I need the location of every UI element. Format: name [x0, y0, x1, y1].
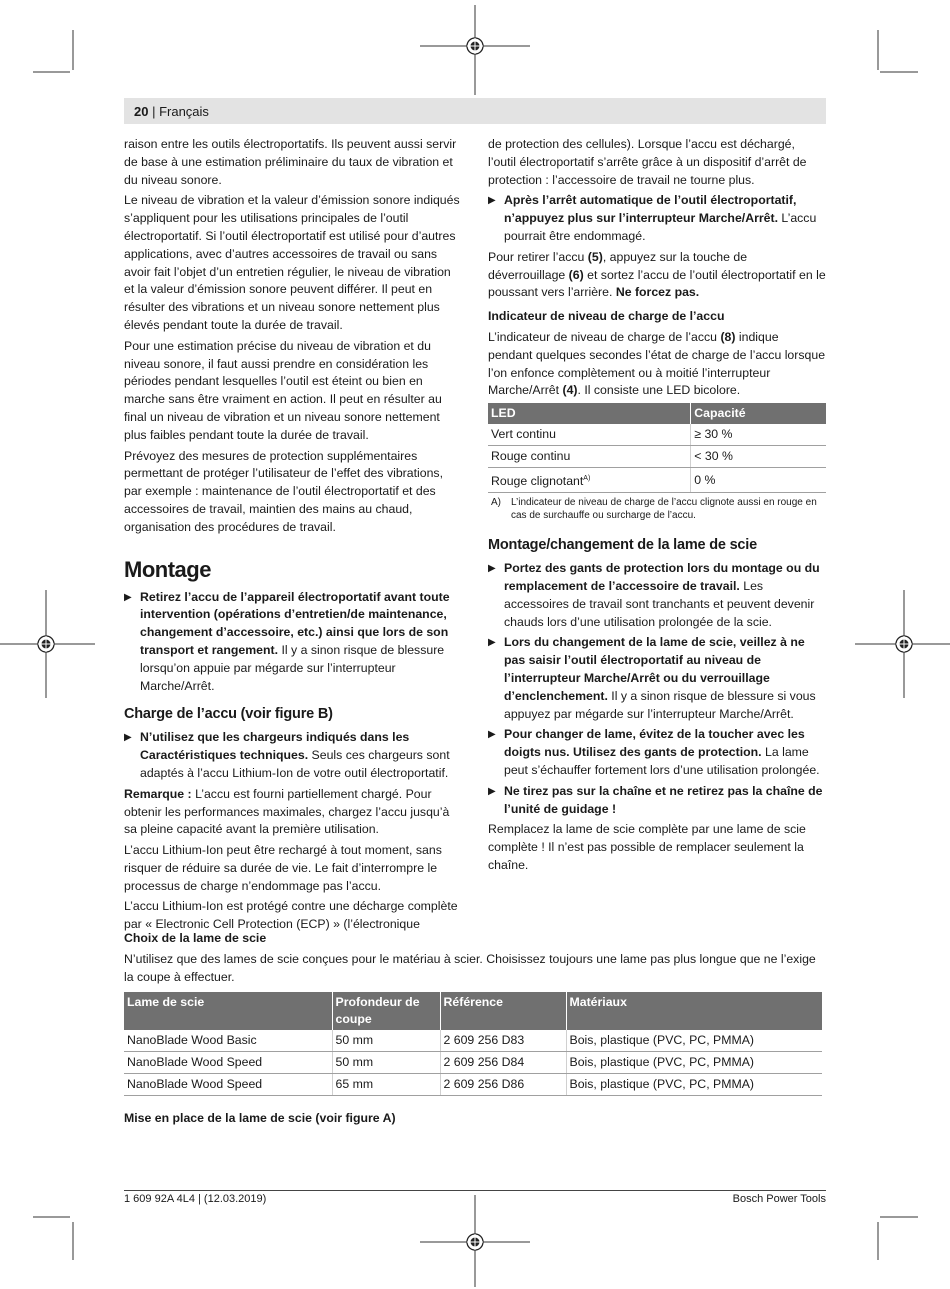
bullet-arrow-icon: ▶ [488, 195, 496, 207]
footnote-ref: A) [583, 475, 591, 483]
section-title-indicator: Indicateur de niveau de charge de l’accu [488, 309, 725, 324]
section-title-montage: Montage [124, 556, 211, 582]
table-row: NanoBlade Wood Basic 50 mm 2 609 256 D83 Bois, plastique (PVC, PC, PMMA) [124, 1030, 822, 1052]
header-language: Français [159, 104, 209, 119]
left-column [124, 136, 460, 937]
paragraph: Le niveau de vibration et la valeur d’émission sonore indiqués s’appliquent pour les utilisations principales de l’outil électroportatif. Si l’outil électroportatif est utilisé pour d’autres applications, avec d’autres accessoires de travail ou sans avoir fait l’objet d’un entretien régulier, le niveau de vibration et la valeur d’émission sonore peuvent différer. Il peut en résulter des vibrations et un niveau sonore nettement plus élevés pendant toute la durée de travail. [124, 193, 460, 332]
list-item: ▶ Ne tirez pas sur la chaîne et ne retirez pas la chaîne de l’unité de guidage ! [488, 783, 823, 816]
paragraph: Remplacez la lame de scie complète par une lame de scie complète ! Il n’est pas possible de remplacer seulement la chaîne. [488, 822, 806, 872]
table-header: Lame de scie [124, 992, 332, 1030]
list-item: ▶ Après l’arrêt automatique de l’outil électroportatif, n’appuyez plus sur l’interrupteur Marche/Arrêt. L’accu pourrait être endommagé. [488, 193, 817, 243]
section-title-choice: Choix de la lame de scie [124, 931, 267, 945]
led-table [488, 403, 826, 493]
paragraph: raison entre les outils électroportatifs. Ils peuvent aussi servir de base à une estimation préliminaire du taux de vibration et du niveau sonore. [124, 137, 457, 187]
right-column [488, 136, 826, 878]
paragraph: Pour retirer l’accu (5), appuyez sur la touche de déverrouillage (6) et sortez l’accu de l’outil électroportatif en le poussant vers l’arrière. Ne forcez pas. [488, 249, 826, 300]
paragraph: L’accu Lithium-Ion peut être rechargé à tout moment, sans risquer de réduire sa durée de vie. Le fait d’interrompre le processus de charge n’endommage pas l’accu. [124, 843, 442, 893]
bullet-arrow-icon: ▶ [488, 637, 496, 649]
list-item: ▶ N’utilisez que les chargeurs indiqués dans les Caractéristiques techniques. Seuls ces chargeurs sont adaptés à l’accu Lithium-Ion de votre outil électroportatif. [124, 730, 450, 780]
table-header: Référence [440, 992, 566, 1030]
page-header [134, 104, 209, 119]
section-title-blade: Montage/changement de la lame de scie [488, 537, 757, 554]
bullet-arrow-icon: ▶ [124, 732, 132, 744]
table-row: Vert continu ≥ 30 % [488, 424, 826, 446]
paragraph: N’utilisez que des lames de scie conçues pour le matériau à scier. Choisissez toujours une lame pas plus longue que ne l’exige la coupe à effectuer. [124, 951, 816, 984]
list-item: ▶ Retirez l’accu de l’appareil électroportatif avant toute intervention (opérations d’entretien/de maintenance, changement d’accessoire, etc.) ainsi que lors de son transport et rangement. Il y a sinon risque de blessure lorsqu’on appuie par mégarde sur l’interrupteur Marche/Arrêt. [124, 589, 450, 693]
section-title-charge: Charge de l’accu (voir figure B) [124, 706, 333, 723]
footer-document-id: 1 609 92A 4L4 | (12.03.2019) [124, 1193, 267, 1205]
bullet-arrow-icon: ▶ [488, 563, 496, 575]
table-row: Rouge clignotant$^{A)}$ 0 % [488, 468, 826, 493]
footer-rule [124, 1190, 826, 1191]
footer-brand: Bosch Power Tools [732, 1193, 826, 1205]
table-row: Rouge continu < 30 % [488, 446, 826, 468]
header-separator: | [148, 104, 160, 119]
list-item: ▶ Pour changer de lame, évitez de la toucher avec les doigts nus. Utilisez des gants de protection. La lame peut s’échauffer fortement lors d’une utilisation prolongée. [488, 727, 820, 778]
table-header: Capacité [691, 403, 826, 424]
table-header: Matériaux [566, 992, 822, 1030]
section-title-mise: Mise en place de la lame de scie (voir figure A) [124, 1111, 396, 1126]
paragraph-remark: Remarque : L’accu est fourni partiellement chargé. Pour obtenir les performances maximales, chargez l’accu jusqu’à sa pleine capacité avant la première utilisation. [124, 786, 450, 837]
table-header: Profondeur de coupe [332, 992, 440, 1030]
paragraph: Prévoyez des mesures de protection supplémentaires permettant de protéger l’utilisateur de l’effet des vibrations, par exemple : maintenance de l’outil électroportatif et des accessoires de travail, maintien des mains au chaud, organisation des procédures de travail. [124, 448, 443, 534]
page-header-bar [124, 98, 826, 124]
paragraph: de protection des cellules). Lorsque l’accu est déchargé, l’outil électroportatif s’arrête grâce à un dispositif d’arrêt de protection : l’accessoire de travail ne tourne plus. [488, 137, 807, 187]
blade-table [124, 992, 822, 1096]
page-number: 20 [134, 104, 149, 119]
paragraph: L’indicateur de niveau de charge de l’accu (8) indique pendant quelques secondes l’état de charge de l’accu lorsque l’on enfonce complètement ou à moitié l’interrupteur Marche/Arrêt (4). Il consiste une LED bicolore. [488, 329, 826, 398]
blade-choice-section [124, 930, 826, 1131]
bullet-arrow-icon: ▶ [488, 729, 496, 741]
list-item: ▶ Lors du changement de la lame de scie, veillez à ne pas saisir l’outil électroportatif au niveau de l’interrupteur Marche/Arrêt ou du verrouillage d’enclenchement. Il y a sinon risque de blessure si vous appuyez par mégarde sur l’interrupteur Marche/Arrêt. [488, 635, 816, 721]
paragraph: Pour une estimation précise du niveau de vibration et du niveau sonore, il faut aussi prendre en considération les périodes pendant lesquelles l’outil est éteint ou bien en marche sans être vraiment en action. Il peut en résulter au final un niveau de vibration et un niveau sonore nettement plus faibles pendant toute la durée de travail. [124, 338, 442, 442]
paragraph: L’accu Lithium-Ion est protégé contre une décharge complète par « Electronic Cell Protection (ECP) » (l’électronique [124, 899, 458, 932]
table-footnote: A) L’indicateur de niveau de charge de l’accu clignote aussi en rouge en cas de surchauffe ou surcharge de l’accu. [491, 497, 817, 522]
table-row: NanoBlade Wood Speed 50 mm 2 609 256 D84 Bois, plastique (PVC, PC, PMMA) [124, 1052, 822, 1074]
bullet-arrow-icon: ▶ [124, 591, 132, 603]
table-row: NanoBlade Wood Speed 65 mm 2 609 256 D86 Bois, plastique (PVC, PC, PMMA) [124, 1074, 822, 1096]
table-header: LED [488, 403, 691, 424]
bullet-arrow-icon: ▶ [488, 785, 496, 797]
list-item: ▶ Portez des gants de protection lors du montage ou du remplacement de l’accessoire de travail. Les accessoires de travail sont tranchants et peuvent devenir chauds lors d’une utilisation prolongée de la scie. [488, 561, 820, 629]
